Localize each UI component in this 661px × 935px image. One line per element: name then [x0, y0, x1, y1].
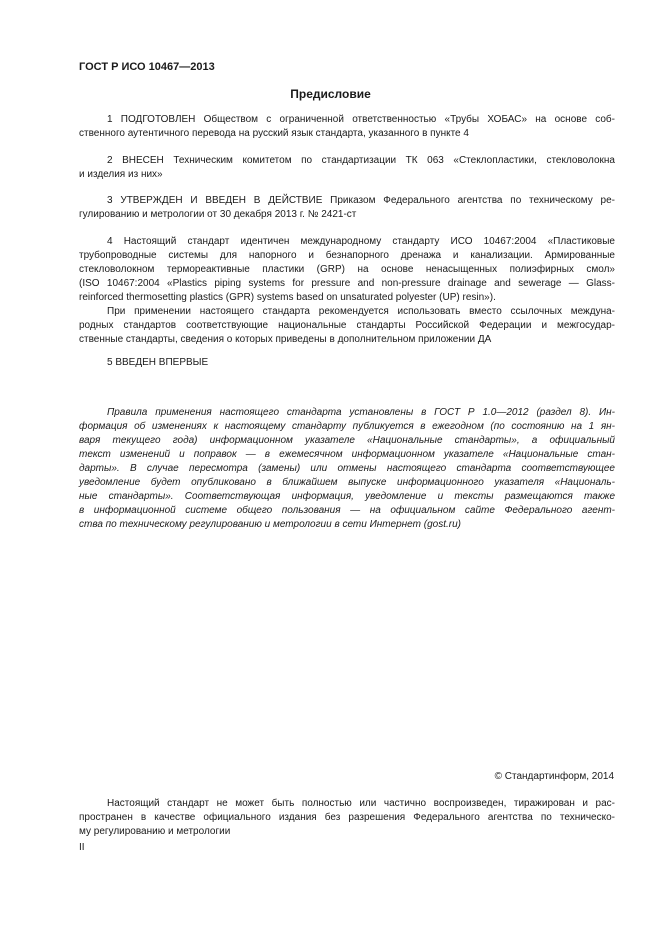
preface-item-4 — [79, 235, 615, 347]
notice-line: формация об изменениях к настоящему стандарту публикуется в ежегодном (по состоянию на 1 ян- — [79, 421, 615, 432]
item-line: При применении настоящего стандарта рекомендуется использовать вместо ссылочных междуна- — [107, 306, 615, 317]
page-title: Предисловие — [290, 87, 371, 101]
notice-line: ства по техническому регулированию и метрологии в сети Интернет (gost.ru) — [79, 519, 461, 530]
item-line: 3 УТВЕРЖДЕН И ВВЕДЕН В ДЕЙСТВИЕ Приказом Федерального агентства по техническому ре- — [107, 195, 615, 206]
notice-line: уведомление будет опубликовано в ближайшем выпуске информационного указателя «Националь- — [79, 477, 615, 488]
rights-line: пространен в качестве официального издания без разрешения Федерального агентства по техническо- — [79, 812, 615, 823]
item-line: ственного аутентичного перевода на русский язык стандарта, указанного в пункте 4 — [79, 128, 469, 139]
item-line: и изделия из них» — [79, 169, 163, 180]
item-line: 2 ВНЕСЕН Техническим комитетом по стандартизации ТК 063 «Стеклопластики, стекловолокна — [107, 155, 615, 166]
rights-paragraph — [79, 797, 615, 839]
page-number: II — [79, 842, 85, 853]
item-line: 1 ПОДГОТОВЛЕН Обществом с ограниченной ответственностью «Трубы ХОБАС» на основе соб- — [107, 114, 615, 125]
notice-line: в информационной системе общего пользования — на официальном сайте Федерального агент- — [79, 505, 615, 516]
notice-line: варя текущего года) информационном указателе «Национальные стандарты», а официальный — [79, 435, 615, 446]
notice-line: ные стандарты». Соответствующая информация, уведомление и тексты размещаются также — [79, 491, 615, 502]
notice-line: дарты». В случае пересмотра (замены) или отмены настоящего стандарта соответствующее — [79, 463, 615, 474]
preface-item-2 — [79, 154, 615, 182]
preface-item-3 — [79, 194, 615, 222]
preface-item-5 — [79, 356, 615, 370]
notice-paragraph — [79, 406, 615, 532]
notice-line: Правила применения настоящего стандарта установлены в ГОСТ Р 1.0—2012 (раздел 8). Ин- — [107, 407, 615, 418]
item-line: родных стандартов соответствующие национальные стандарты Российской Федерации и межгосудар- — [79, 320, 615, 331]
item-line: гулированию и метрологии от 30 декабря 2013 г. № 2421-ст — [79, 209, 357, 220]
item-line: reinforced thermosetting plastics (GPR) systems based on unsaturated polyester (UP) resin»). — [79, 292, 496, 303]
item-line: ственные стандарты, сведения о которых приведены в дополнительном приложении ДА — [79, 334, 492, 345]
rights-line: му регулированию и метрологии — [79, 826, 231, 837]
standard-code-header: ГОСТ Р ИСО 10467—2013 — [79, 61, 215, 73]
item-line: 4 Настоящий стандарт идентичен международному стандарту ИСО 10467:2004 «Пластиковые — [107, 236, 615, 247]
item-line: стекловолокном термореактивные пластики (GRP) на основе ненасыщенных полиэфирных смол» — [79, 264, 615, 275]
item-line: трубопроводные системы для напорного и безнапорного дренажа и канализации. Армированные — [79, 250, 615, 261]
item-line: 5 ВВЕДЕН ВПЕРВЫЕ — [107, 357, 209, 368]
notice-line: текст изменений и поправок — в ежемесячном информационном указателе «Национальные стан- — [79, 449, 615, 460]
preface-item-1 — [79, 113, 615, 141]
copyright-notice: © Стандартинформ, 2014 — [494, 771, 614, 782]
item-line: (ISO 10467:2004 «Plastics piping systems for pressure and non-pressure drainage and sewerage — Glass- — [79, 278, 615, 289]
rights-line: Настоящий стандарт не может быть полностью или частично воспроизведен, тиражирован и рас- — [107, 798, 615, 809]
